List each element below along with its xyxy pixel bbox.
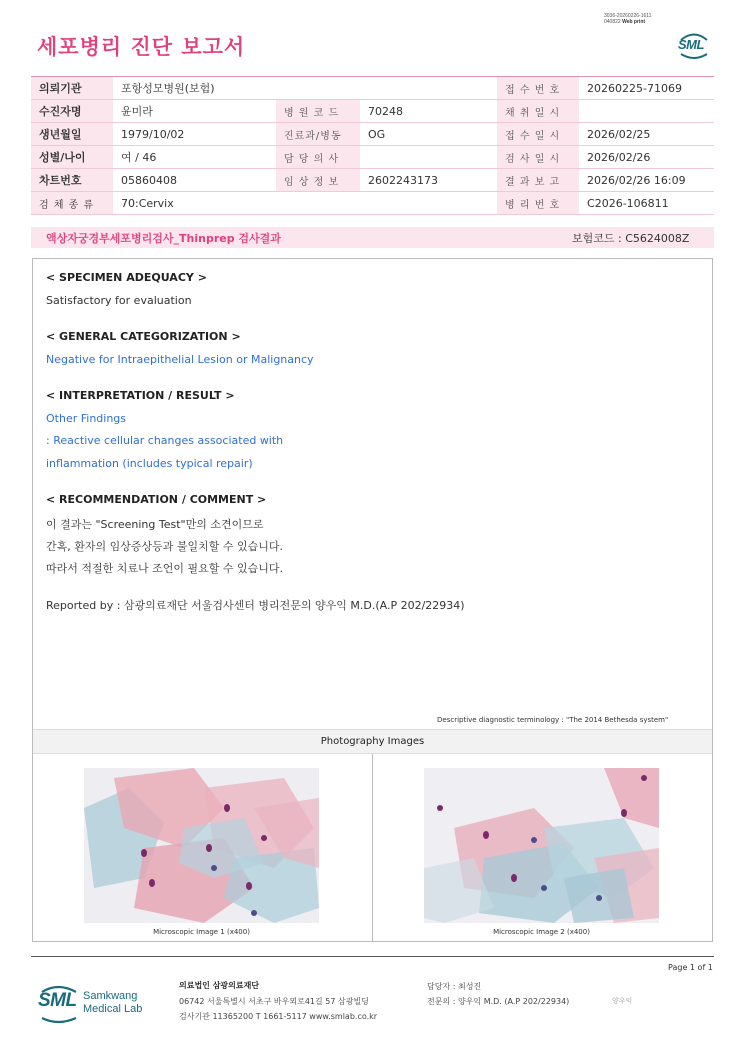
- label-requesting-institution: 의뢰기관: [31, 77, 113, 100]
- doctor-signature: 양우익: [612, 997, 633, 1005]
- requesting-institution: 포항성모병원(보험): [113, 77, 497, 100]
- photography-images-heading: Photography Images: [33, 729, 712, 754]
- patient-info-table: [31, 76, 714, 215]
- interpretation-line3: inflammation (includes typical repair): [46, 457, 253, 470]
- print-code-line1: 3036-20260226-1611: [604, 13, 652, 19]
- samkwang-logo-sml: SML: [38, 990, 77, 1011]
- info-row: [31, 77, 714, 100]
- chart-number: 05860408: [113, 169, 276, 192]
- reported-by: Reported by : 삼광의료재단 서울검사센터 병리전문의 양우익 M.D.(A.P 202/22934): [46, 599, 465, 612]
- info-row: [31, 169, 714, 192]
- label-result-report: 결 과 보 고: [497, 169, 579, 192]
- label-receipt-date: 접 수 일 시: [497, 123, 579, 146]
- clinical-info: 2602243173: [360, 169, 497, 192]
- samkwang-logo-name2: Medical Lab: [83, 1003, 143, 1015]
- sml-logo-text: SML: [678, 37, 704, 52]
- label-receipt-number: 접 수 번 호: [497, 77, 579, 100]
- specimen-adequacy-heading: < SPECIMEN ADEQUACY >: [46, 271, 207, 284]
- label-pathology-number: 병 리 번 호: [497, 192, 579, 215]
- interpretation-heading: < INTERPRETATION / RESULT >: [46, 389, 235, 402]
- label-physician: 담 당 의 사: [276, 146, 360, 169]
- interpretation-line2: : Reactive cellular changes associated with: [46, 434, 284, 447]
- recommendation-heading: < RECOMMENDATION / COMMENT >: [46, 493, 267, 506]
- label-specimen-type: 검 체 종 류: [31, 192, 113, 215]
- footer-doctor: 전문의 : 양우익 M.D. (A.P 202/22934): [427, 997, 570, 1006]
- specimen-type: 70:Cervix: [113, 192, 497, 215]
- recommendation-line3: 따라서 적절한 치료나 조언이 필요할 수 있습니다.: [46, 562, 283, 575]
- result-report-date: 2026/02/26 16:09: [579, 169, 714, 192]
- label-collection-date: 채 취 일 시: [497, 100, 579, 123]
- footer-organization: 의료법인 삼광의료재단: [179, 981, 260, 990]
- test-date: 2026/02/26: [579, 146, 714, 169]
- page-number: Page 1 of 1: [668, 963, 713, 972]
- insurance-code: 보험코드 : C5624008Z: [572, 232, 690, 245]
- pathology-number: C2026-106811: [579, 192, 714, 215]
- footer-divider: [31, 956, 714, 957]
- physician: [360, 146, 497, 169]
- footer-contact: 검사기관 11365200 T 1661-5117 www.smlab.co.kr: [179, 1012, 378, 1021]
- info-row: [31, 192, 714, 215]
- test-name: 액상자궁경부세포병리검사_Thinprep 검사결과: [46, 232, 281, 245]
- microscopic-image-2-caption: Microscopic Image 2 (x400): [493, 928, 590, 936]
- microscopic-image-2: [424, 768, 659, 923]
- label-department: 진료과/병동: [276, 123, 360, 146]
- general-categorization-text: Negative for Intraepithelial Lesion or Malignancy: [46, 353, 314, 366]
- print-code: [604, 13, 704, 25]
- print-code-line2: 040822: [604, 19, 621, 25]
- report-title: 세포병리 진단 보고서: [37, 35, 246, 59]
- bethesda-note: Descriptive diagnostic terminology : "The 2014 Bethesda system": [437, 716, 669, 724]
- sml-logo: [674, 26, 714, 62]
- collection-date: [579, 100, 714, 123]
- label-test-date: 검 사 일 시: [497, 146, 579, 169]
- info-row: [31, 146, 714, 169]
- footer-address: 06742 서울특별시 서초구 바우뫼로41길 57 삼광빌딩: [179, 997, 369, 1006]
- label-sex-age: 성별/나이: [31, 146, 113, 169]
- recommendation-line1: 이 결과는 "Screening Test"만의 소견이므로: [46, 518, 264, 531]
- label-hospital-code: 병 원 코 드: [276, 100, 360, 123]
- microscopic-image-1-caption: Microscopic Image 1 (x400): [153, 928, 250, 936]
- general-categorization-heading: < GENERAL CATEGORIZATION >: [46, 330, 241, 343]
- photo-divider: [372, 754, 373, 942]
- sex-age: 여 / 46: [113, 146, 276, 169]
- samkwang-logo: [36, 980, 166, 1028]
- patient-name: 윤미라: [113, 100, 276, 123]
- label-chart-number: 차트번호: [31, 169, 113, 192]
- hospital-code: 70248: [360, 100, 497, 123]
- label-clinical-info: 임 상 정 보: [276, 169, 360, 192]
- microscopic-image-1: [84, 768, 319, 923]
- department: OG: [360, 123, 497, 146]
- recommendation-line2: 간혹, 환자의 임상증상등과 불일치할 수 있습니다.: [46, 540, 283, 553]
- specimen-adequacy-text: Satisfactory for evaluation: [46, 294, 192, 307]
- samkwang-logo-name1: Samkwang: [83, 990, 138, 1002]
- birth-date: 1979/10/02: [113, 123, 276, 146]
- receipt-date: 2026/02/25: [579, 123, 714, 146]
- label-birth-date: 생년월일: [31, 123, 113, 146]
- receipt-number: 20260225-71069: [579, 77, 714, 100]
- print-code-label: Web print: [622, 19, 646, 25]
- info-row: [31, 123, 714, 146]
- footer-staff: 담당자 : 최성진: [427, 982, 482, 991]
- label-patient-name: 수진자명: [31, 100, 113, 123]
- interpretation-line1: Other Findings: [46, 412, 127, 425]
- info-row: [31, 100, 714, 123]
